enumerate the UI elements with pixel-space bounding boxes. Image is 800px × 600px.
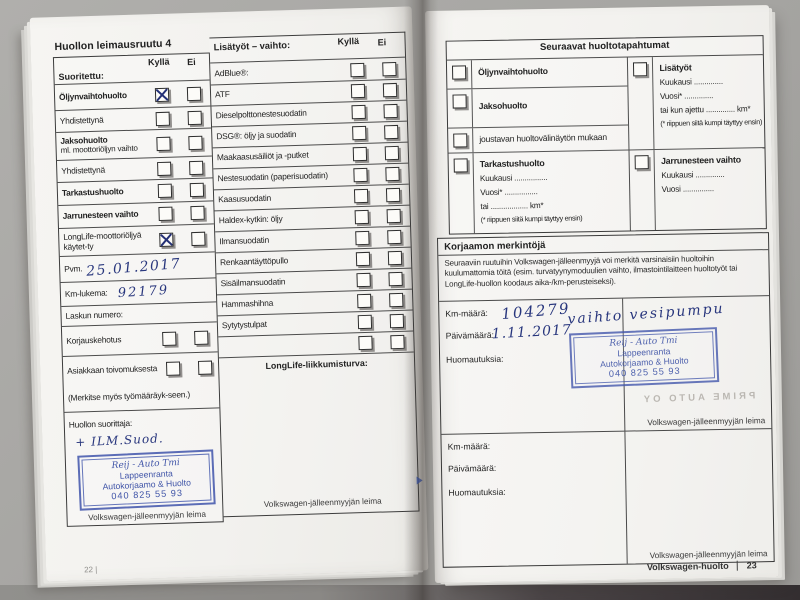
inspection-service-checkbox [454,158,468,172]
yes-checkbox [356,273,370,287]
no-checkbox [382,61,396,75]
km-line: tai .................. km* [480,200,544,211]
handwritten-date: 25.01.2017 [85,255,183,280]
extra-works-table [209,32,419,518]
right-page-footer [647,560,757,572]
no-checkbox [385,167,399,181]
oil-change-row: Öljynvaihtohuolto [447,58,628,89]
date-label: Päivämäärä: [445,329,495,341]
date-label: Päivämäärä: [447,462,497,474]
stamp-city: Lappeenranta [118,467,173,481]
interval-service-checkbox [452,94,466,108]
no-checkbox [388,272,402,286]
no-checkbox [388,251,402,265]
extras-title: Lisätyöt – vaihto: [213,40,291,53]
extra-item-row: Nestesuodatin (paperisuodatin) [213,163,409,190]
handwritten-odometer: 92179 [117,282,170,302]
no-checkbox [194,330,208,344]
yes-checkbox [355,231,369,245]
footnote: (* riippuen siitä kumpi täyttyy ensin) [660,116,763,128]
no-checkbox [383,83,397,97]
yes-checkbox [351,84,365,98]
yes-checkbox [156,111,170,125]
extra-item-row: ATF [211,79,407,106]
left-page [30,6,429,581]
no-checkbox [383,104,397,118]
yes-checkbox [353,147,367,161]
extra-item-row: Dieselpolttonestesuodatin [211,100,407,127]
next-services-title: Seuraavat huoltotapahtumat [447,36,763,61]
extra-works-block: Lisätyöt Kuukausi .............. Vuosi* .............. tai kun ajettu .............. km* (* riippuen siitä kumpi täyttyy ensin) [628,55,764,149]
extra-item-row: Ilmansuodatin [215,226,411,253]
workshop-notes-title: Korjaamon merkintöjä [438,233,768,256]
no-checkbox [387,230,401,244]
no-checkbox [390,335,404,349]
invoice-number-label: Laskun numero: [65,309,123,321]
right-page [425,5,779,583]
empty-stamp-area [220,375,418,496]
row-sub-label: ml. moottoriöljyn vaihto [60,143,138,155]
checkbox-row-combined: Yhdistettynä [57,155,213,182]
extra-item-row: Kaasusuodatin [214,184,410,211]
year-line: Vuosi* ................ [480,186,538,198]
km-line: tai kun ajettu .............. km* [660,104,751,115]
yes-checkbox [155,87,169,101]
desk-surface [0,585,800,600]
no-checkbox [187,86,201,100]
no-checkbox [190,183,204,197]
checkbox-row-inspection-service: Tarkastushuolto [58,177,214,205]
no-checkbox [188,135,202,149]
workshop-notes-box [437,232,775,568]
flexible-interval-row: joustavan huoltovälinäytön mukaan [448,125,629,153]
table-header [54,53,210,84]
oil-change-checkbox [452,65,466,79]
next-services-right-column [628,55,766,230]
column-no-label: Ei [377,37,387,48]
extra-item-row: Sisäilmansuodatin [216,268,412,295]
extra-item-row: DSG®: öljy ja suodatin [212,121,408,148]
performed-label: Suoritettu: [58,70,105,82]
left-page-number: 22 | [83,565,98,575]
month-line: Kuukausi .............. [659,76,723,87]
yes-checkbox [350,62,364,76]
customer-request-row: Asiakkaan toivomuksesta [63,351,219,386]
service-stamp-box-title: Huollon leimausruutu 4 [54,37,172,54]
stamp-phone: 040 825 55 93 [110,487,183,501]
yes-checkbox [156,136,170,150]
bleed-through-text: PRIME AUTO OY [640,390,755,406]
workshop-notes-description: Seuraaviin ruutuihin Volkswagen-jälleenmyyjä voi merkitä varsinaisiin huoltoihin kuulumattomia töitä (esim. turvatyynymoduulien vaihto, ilmastointilaitteen huoltotyöt tai LongLife-huollon koodaus aika-/km-perusteiseksi). [444,254,738,289]
year-line: Vuosi* .............. [659,90,714,101]
entry2-details-cell [441,432,627,567]
extra-item-row: Renkaantäyttöpullo [216,247,412,274]
stamp-business-name: Reij - Auto Tmi [609,335,678,349]
stamp-business-name: Reij - Auto Tmi [110,457,180,471]
brake-fluid-block: Jarrunesteen vaihto Kuukausi .............. Vuosi ............... [630,147,766,230]
extra-item-row: Maakaasusäiliöt ja -putket [213,142,409,169]
no-checkbox [190,206,204,220]
dealer-stamp-caption: Volkswagen-jälleenmyyjän leima [263,496,382,510]
handwritten-date: 1.11.2017 [491,322,573,343]
no-checkbox [189,160,203,174]
no-checkbox [198,360,212,374]
notes-label: Huomautuksia: [446,353,504,365]
interval-service-row: Jaksohuolto [447,86,628,128]
service-performer-row [64,407,220,454]
yes-checkbox [354,189,368,203]
booklet-section-label: Volkswagen-huolto [646,560,729,573]
column-yes-label: Kyllä [337,36,360,47]
repair-request-row: Korjauskehotus [62,321,218,356]
yes-checkbox [157,161,171,175]
yes-checkbox [356,252,370,266]
performer-label: Huollon suorittaja: [68,417,133,430]
no-checkbox [384,125,398,139]
dealer-stamp-caption: Volkswagen-jälleenmyyjän leima [647,416,766,428]
year-line: Vuosi ............... [661,183,714,194]
yes-checkbox [162,331,176,345]
km-label: Km-määrä: [447,440,491,452]
no-checkbox [386,188,400,202]
brake-fluid-checkbox [635,155,649,169]
checkbox-row-oil-change: Öljynvaihtohuolto [55,79,211,110]
stamp-description: Autokorjaamo & Huolto [599,355,689,370]
no-checkbox [390,314,404,328]
month-line: Kuukausi ................ [479,172,548,184]
yes-checkbox [358,315,372,329]
yes-checkbox [355,210,369,224]
no-checkbox [188,110,202,124]
stamp-phone: 040 825 55 93 [608,365,681,379]
date-label: Pvm. [64,263,83,274]
yes-checkbox [159,232,173,246]
dealer-stamp-caption: Volkswagen-jälleenmyyjän leima [649,549,768,561]
extra-works-checkbox [633,62,647,76]
handwritten-note: vaihto vesipumpu [566,300,726,328]
entry1-details-cell [439,299,625,435]
yes-checkbox [158,207,172,221]
yes-checkbox [158,184,172,198]
odometer-label: Km-lukema: [64,287,108,299]
yes-checkbox [357,294,371,308]
handwritten-km: 104279 [500,299,572,324]
checkbox-row-longlife-oil: LongLife-moottoriöljyä käytet-ty [59,223,215,256]
checkbox-row-combined: Yhdistettynä [55,105,211,132]
yes-checkbox [352,126,366,140]
column-no-label: Ei [186,56,196,68]
inspection-service-block: Tarkastushuolto Kuukausi ................ Vuosi* ................ tai .................. km* (* riippuen siitä kumpi täyttyy ensin) [449,150,631,234]
workshop-stamp [77,449,215,510]
km-label: Km-määrä: [445,307,488,319]
yes-checkbox [358,336,372,350]
month-line: Kuukausi .............. [661,169,725,180]
stamp-city: Lappeenranta [617,346,671,359]
handwritten-performer: + ILM.Suod. [75,431,164,450]
footnote: (* riippuen siitä kumpi täyttyy ensin) [480,213,583,224]
no-checkbox [387,209,401,223]
longlife-mobility-label: LongLife-liikkumisturva: [219,352,415,381]
column-yes-label: Kyllä [147,56,170,68]
workshop-notes-table [439,295,774,567]
stamp-area [66,449,223,510]
extra-item-row: Hammashihna [217,289,413,316]
extra-item-row: Haldex-kytkin: öljy [215,205,411,232]
yes-checkbox [353,168,367,182]
checkbox-row-brake-fluid: Jarrunesteen vaihto [58,200,214,228]
checkbox-row-interval-service: Jaksohuolto ml. moottoriöljyn vaihto [56,127,212,160]
next-services-box [446,35,767,235]
dealer-stamp-caption: Volkswagen-jälleenmyyjän leima [87,509,207,522]
work-order-note: (Merkitse myös työmääräyk-seen.) [67,389,191,404]
yes-checkbox [351,105,365,119]
no-checkbox [385,146,399,160]
service-stamp-table [53,52,224,526]
no-checkbox [389,293,403,307]
ink-mark [416,476,422,484]
entry2-stamp-cell [625,429,773,564]
yes-checkbox [166,361,180,375]
flexible-interval-checkbox [453,133,467,147]
entry1-stamp-cell [623,296,771,432]
right-page-number: 23 [737,560,757,570]
next-services-left-column [447,58,631,234]
extra-item-row: Sytytystulpat [218,310,414,337]
stamp-description: Autokorjaamo & Huolto [101,476,191,492]
notes-label: Huomautuksia: [448,486,506,498]
no-checkbox [191,231,205,245]
extra-item-row: AdBlue®: [210,58,406,85]
